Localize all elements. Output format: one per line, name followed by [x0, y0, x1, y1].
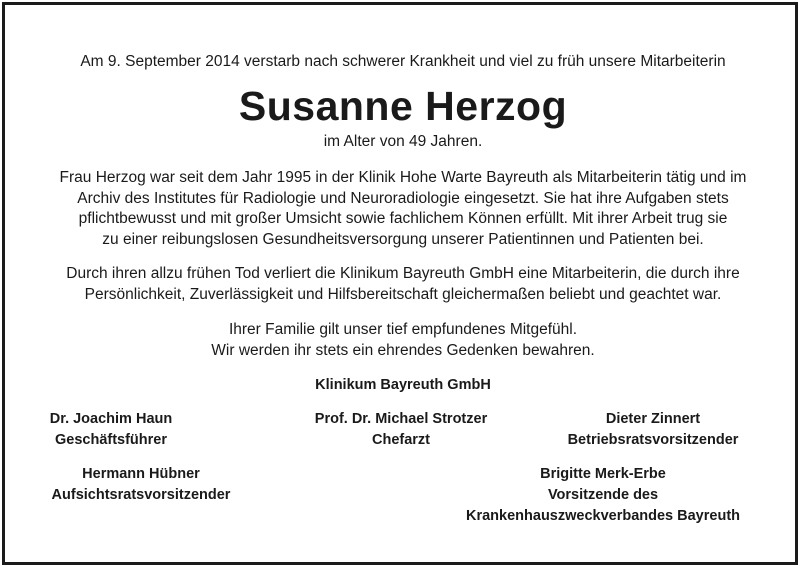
- signatory-name: Brigitte Merk-Erbe: [540, 466, 666, 482]
- signatory-role: Vorsitzende des: [547, 487, 659, 503]
- age-text: im Alter von 49 Jahren.: [323, 133, 483, 150]
- paragraph-line: Wir werden ihr stets ein ehrendes Gedenken bewahren.: [211, 341, 595, 359]
- paragraph-line: Durch ihren allzu frühen Tod verliert die Klinikum Bayreuth GmbH eine Mitarbeiterin, die durch ihre: [66, 265, 740, 282]
- organization-name: Klinikum Bayreuth GmbH: [315, 377, 491, 393]
- paragraph-line: Ihrer Familie gilt unser tief empfundenes Mitgefühl.: [228, 321, 578, 338]
- signatory-name: Prof. Dr. Michael Strotzer: [314, 411, 488, 427]
- signatory-huebner: [41, 464, 241, 506]
- signatory-name: Dieter Zinnert: [605, 411, 701, 427]
- paragraph-loss: [5, 264, 800, 305]
- paragraph-tenure: [5, 168, 800, 250]
- signatory-haun: [41, 409, 181, 451]
- paragraph-line: zu einer reibungslosen Gesundheitsversorgung unserer Patientinnen und Patienten bei.: [102, 230, 704, 248]
- paragraph-condolence: [5, 320, 800, 361]
- signatory-role: Geschäftsführer: [54, 432, 167, 448]
- paragraph-line: pflichtbewusst und mit großer Umsicht sowie fachlichem Können erfüllt. Mit ihrer Arbeit trug sie: [78, 210, 728, 228]
- paragraph-line: Persönlichkeit, Zuverlässigkeit und Hilfsbereitschaft gleichermaßen beliebt und geachtet war.: [84, 285, 722, 303]
- intro-text: Am 9. September 2014 verstarb nach schwerer Krankheit und viel zu früh unsere Mitarbeiterin: [80, 53, 726, 70]
- signatory-role: Aufsichtsratsvorsitzender: [51, 487, 231, 503]
- signatory-name: Hermann Hübner: [82, 466, 200, 482]
- signatory-merk-erbe: [453, 464, 753, 527]
- signatory-name: Dr. Joachim Haun: [49, 411, 173, 427]
- paragraph-line: Archiv des Institutes für Radiologie und Neuroradiologie eingesetzt. Sie hat ihre Aufgaben stets: [77, 189, 729, 207]
- deceased-name: Susanne Herzog: [238, 83, 568, 129]
- signatory-strotzer: [301, 409, 501, 451]
- paragraph-line: Frau Herzog war seit dem Jahr 1995 in der Klinik Hohe Warte Bayreuth als Mitarbeiterin tätig und im: [59, 169, 747, 186]
- obituary-notice: [2, 2, 798, 565]
- signatory-zinnert: [553, 409, 753, 451]
- signatory-role: Krankenhauszweckverbandes Bayreuth: [466, 508, 740, 524]
- signatory-role: Betriebsratsvorsitzender: [567, 432, 739, 448]
- signatory-role: Chefarzt: [371, 432, 430, 448]
